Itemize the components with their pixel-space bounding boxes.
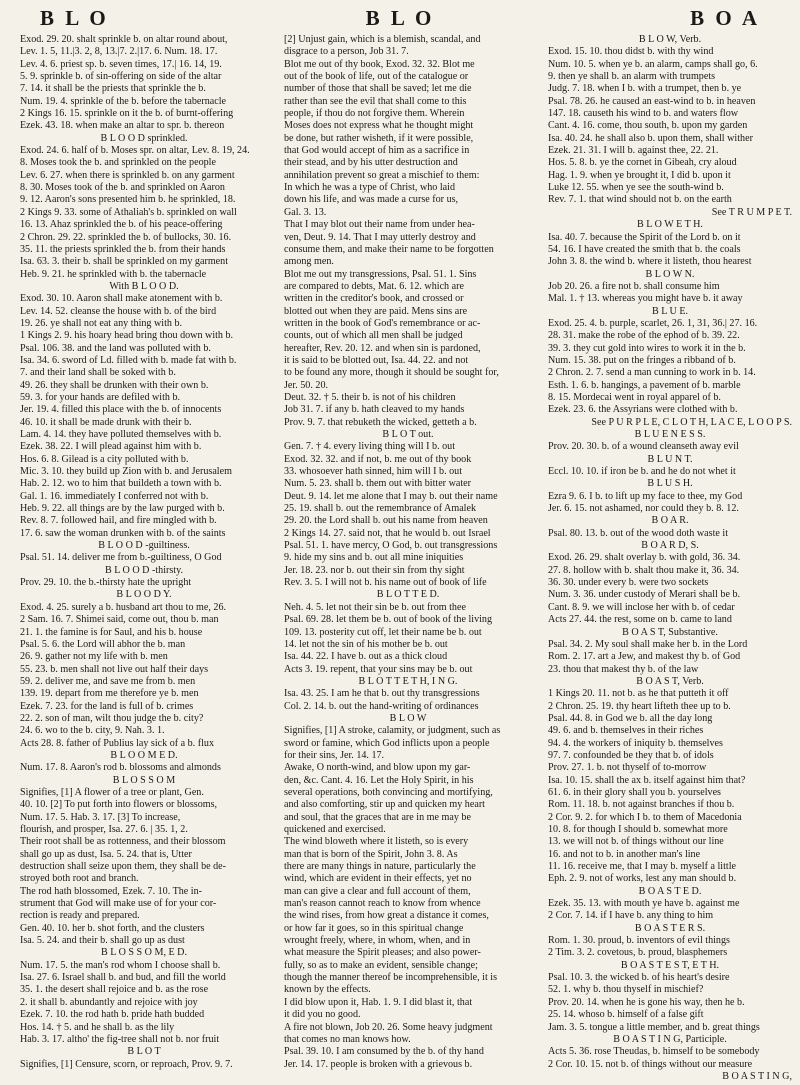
entry-line: ven, Deut. 9. 14. That I may utterly destroy and <box>284 231 476 243</box>
entry-line: Ezek. 43. 18. when make an altar to spr. b. thereon <box>20 120 225 132</box>
entry-heading: B L O T out. <box>382 429 434 440</box>
entry-line: 17. 6. saw the woman drunken with b. of the saints <box>20 527 226 539</box>
entry-heading: See P U R P L E, C L O T H, L A C E, L O O P S. <box>591 416 792 428</box>
entry-line: Rev. 7. 1. that wind should not b. on the earth <box>548 194 732 206</box>
entry-line: 36. 30. under every b. were two sockets <box>548 577 709 589</box>
entry-heading: B L O O D Y. <box>116 589 172 601</box>
entry-line: 39. 3. they cut gold into wires to work it in the b. <box>548 342 746 354</box>
entry-line: Jer. 6. 15. not ashamed, nor could they b. 8. 12. <box>548 503 739 515</box>
entry-line: Eccl. 10. 10. if iron be b. and he do not whet it <box>548 466 736 478</box>
entry-line: 35. 11. the priests sprinkled the b. from their hands <box>20 243 226 255</box>
entry-line: 13. we will not b. of things without our line <box>548 836 724 848</box>
entry-line: 54. 16. I have created the smith that b. the coals <box>548 243 741 255</box>
entry-line: Lev. 4. 6. priest sp. b. seven times, 17.| 16. 14, 19. <box>20 58 222 70</box>
entry-line: strument that God will make use of for your cor- <box>20 898 217 910</box>
entry-line: blotted out when they are paid. Mens sins are <box>284 305 468 317</box>
entry-line: Exod. 4. 25. surely a b. husband art thou to me, 26. <box>20 601 227 613</box>
entry-line: though the manner thereof be incomprehensible, it is <box>284 972 498 984</box>
entry-line: Their root shall be as rottenness, and their blossom <box>20 836 226 848</box>
entry-line: Mic. 3. 10. they build up Zion with b. and Jerusalem <box>20 466 232 478</box>
entry-line: Psal. 44. 8. in God we b. all the day long <box>548 712 713 724</box>
entry-line: 2 Cor. 7. 14. if I have b. any thing to him <box>548 910 714 922</box>
entry-line: Exod. 29. 20. shalt sprinkle b. on altar round about, <box>20 34 228 45</box>
entry-line: 10. 8. for though I should b. somewhat more <box>548 824 728 835</box>
entry-line: Rev. 3. 5. I will not b. his name out of book of life <box>284 577 487 589</box>
entry-line: Job 20. 26. a fire not b. shall consume him <box>548 280 720 292</box>
entry-line: Judg. 7. 18. when I b. with a trumpet, then b. ye <box>548 83 742 95</box>
entry-line: Ezek. 23. 6. the Assyrians were clothed with b. <box>548 404 738 416</box>
entry-line: Jer. 50. 20. <box>284 379 329 391</box>
entry-line: Psal. 106. 38. and the land was polluted with b. <box>20 342 211 354</box>
entry-line: 23. thou that makest thy b. of the law <box>548 663 699 675</box>
entry-line: The rod hath blossomed, Ezek. 7. 10. The in- <box>20 885 203 897</box>
entry-heading: B L O W <box>389 712 427 724</box>
entry-line: 5. 9. sprinkle b. of sin-offering on side of the altar <box>20 71 222 83</box>
entry-line: 8. 30. Moses took of the b. and sprinkled on Aaron <box>20 182 225 194</box>
entry-heading: B L O O D sprinkled. <box>100 132 188 144</box>
entry-line: that God would accept of him as a sacrifice in <box>284 145 470 157</box>
entry-line: 109. 13. posterity cut off, let their name be b. out <box>284 626 482 638</box>
entry-line: there are many things in nature, particularly the <box>284 861 476 873</box>
entry-line: 8. Moses took the b. and sprinkled on the people <box>20 157 216 169</box>
entry-heading: B O A S T, Substantive. <box>622 626 718 638</box>
entry-heading: B O A S T E D. <box>638 885 702 897</box>
entry-line: Ezek. 38. 22. I will plead against him with b. <box>20 441 202 453</box>
entry-line: among men. <box>284 256 334 268</box>
entry-line: written in the book of God's remembrance or ac- <box>284 317 481 329</box>
entry-line: Eph. 2. 9. not of works, lest any man should b. <box>548 873 737 885</box>
entry-line: The wind bloweth where it listeth, so is every <box>284 836 469 848</box>
entry-line: Num. 17. 8. Aaron's rod b. blossoms and almonds <box>20 762 221 774</box>
entry-line: 52. 1. why b. thou thyself in mischief? <box>548 984 704 996</box>
entry-line: shall go up as dust, Isa. 5. 24. that is, Utter <box>20 848 192 860</box>
entry-heading: With B L O O D. <box>109 280 179 292</box>
entry-line: Signifies, [1] A flower of a tree or plant, Gen. <box>20 786 204 798</box>
entry-line: people, if thou do not forgive them. Wherein <box>284 108 465 120</box>
entry-line: Gal. 1. 16. immediately I conferred not with b. <box>20 490 209 502</box>
entry-line: number of those that shall be saved; let me die <box>284 83 472 95</box>
entry-line: Hos. 6. 8. Gilead is a city polluted with b. <box>20 453 189 465</box>
entry-heading: B L O W, Verb. <box>638 34 702 45</box>
entry-line: 55. 23. b. men shall not live out half their days <box>20 663 209 675</box>
entry-line: Col. 2. 14. b. out the hand-writing of ordinances <box>284 700 479 712</box>
entry-heading: See T R U M P E T. <box>711 206 792 218</box>
entry-heading: B L O W N. <box>645 268 695 280</box>
entry-line: Awake, O north-wind, and blow upon my gar- <box>284 762 471 774</box>
header-right: B O A <box>690 6 760 30</box>
entry-line: Exod. 15. 10. thou didst b. with thy wind <box>548 46 714 58</box>
entry-line: it did you no good. <box>284 1009 361 1021</box>
entry-line: 1 Kings 2. 9. his hoary head bring thou down with b. <box>20 330 234 342</box>
entry-line: Isa. 40. 24. he shall also b. upon them, shall wither <box>548 132 753 144</box>
entry-line: man's reason cannot reach to know from whence <box>284 898 481 910</box>
entry-line: Prov. 27. 1. b. not thyself of to-morrow <box>548 762 707 774</box>
entry-heading: B L O O D -guiltiness. <box>98 540 190 552</box>
entry-line: 25. 14. whoso b. himself of a false gift <box>548 1009 704 1021</box>
entry-line: A fire not blown, Job 20. 26. Some heavy judgment <box>284 1021 493 1033</box>
entry-line: Cant. 4. 16. come, thou south, b. upon my garden <box>548 120 748 132</box>
entry-line: Hag. 1. 9. when ye brought it, I did b. upon it <box>548 169 731 181</box>
entry-line: Prov. 29. 10. the b.-thirsty hate the upright <box>20 577 192 589</box>
entry-line: Psal. 51. 1. have mercy, O God, b. out transgressions <box>284 540 498 552</box>
entry-line: 2 Sam. 16. 7. Shimei said, come out, thou b. man <box>20 614 219 626</box>
entry-line: disgrace to a person, Job 31. 7. <box>284 46 409 58</box>
entry-line: 139. 19. depart from me therefore ye b. men <box>20 688 199 700</box>
entry-line: Jer. 18. 23. nor b. out their sin from thy sight <box>284 564 465 576</box>
entry-line: 94. 4. the workers of iniquity b. themselves <box>548 737 723 749</box>
entry-line: Ezek. 7. 23. for the land is full of b. crimes <box>20 700 194 712</box>
header-left: B L O <box>40 6 109 30</box>
entry-line: Signifies, [1] A stroke, calamity, or judgment, such as <box>284 725 501 737</box>
entry-line: 16. 13. Ahaz sprinkled the b. of his peace-offering <box>20 219 223 231</box>
entry-heading: B L U N T. <box>647 453 693 465</box>
entry-line: Isa. 27. 6. Israel shall b. and bud, and fill the world <box>20 972 226 984</box>
entry-line: Psal. 69. 28. let them be b. out of book of the living <box>284 614 493 626</box>
entry-line: Rev. 8. 7. followed hail, and fire mingled with b. <box>20 515 217 527</box>
entry-line: Hos. 14. † 5. and he shall b. as the lily <box>20 1021 175 1033</box>
entry-line: Ezra 9. 6. I b. to lift up my face to thee, my God <box>548 490 743 502</box>
entry-heading: B L O S S O M, E D. <box>101 947 187 959</box>
entry-line: Exod. 32. 32. and if not, b. me out of thy book <box>284 453 472 465</box>
entry-line: and soul, that the graces that are in me may be <box>284 811 471 823</box>
entry-line: to be found any more, though it should be sought for, <box>284 367 499 379</box>
entry-line: Psal. 5. 6. the Lord will abhor the b. man <box>20 638 186 650</box>
entry-line: Gen. 40. 10. her b. shot forth, and the clusters <box>20 922 205 934</box>
entry-line: Num. 3. 36. under custody of Merari shall be b. <box>548 589 741 601</box>
entry-line: sword or famine, which God inflicts upon a people <box>284 737 490 749</box>
entry-line: Heb. 9. 22. all things are by the law purged with b. <box>20 503 225 515</box>
entry-line: Hab. 2. 12. wo to him that buildeth a town with b. <box>20 478 222 490</box>
entry-line: are compared to debts, Mat. 6. 12. which are <box>284 280 464 292</box>
entry-line: Gal. 3. 13. <box>284 206 327 218</box>
entry-line: Blot me out my transgressions, Psal. 51. 1. Sins <box>284 268 477 280</box>
entry-line: 26. 9. gather not my life with b. men <box>20 651 168 663</box>
column-right <box>548 34 792 1083</box>
entry-line: and also comforting, stir up and quicken my heart <box>284 799 485 811</box>
entry-line: 9. hide my sins and b. out all mine iniquities <box>284 552 464 564</box>
entry-line: 61. 6. in their glory shall you b. yourselves <box>548 786 721 798</box>
entry-line: several operations, both convincing and mortifying, <box>284 786 493 798</box>
entry-line: Ezek. 35. 13. with mouth ye have b. against me <box>548 898 740 910</box>
entry-line: rather than see the evil that shall come to this <box>284 95 467 107</box>
entry-line: 49. 26. they shall be drunken with their own b. <box>20 379 209 391</box>
entry-line: 147. 18. causeth his wind to b. and waters flow <box>548 108 739 120</box>
entry-line: Isa. 44. 22. I have b. out as a thick cloud <box>284 651 448 663</box>
entry-line: it is said to be blotted out, Isa. 44. 22. and not <box>284 354 469 366</box>
entry-line: 21. 1. the famine is for Saul, and his b. house <box>20 626 203 638</box>
entry-line: Acts 5. 36. rose Theudas, b. himself to be somebody <box>548 1046 760 1058</box>
entry-line: In which he was a type of Christ, who laid <box>284 182 455 194</box>
entry-line: Exod. 30. 10. Aaron shall make atonement with b. <box>20 293 223 305</box>
entry-line: Ezek. 7. 10. the rod hath b. pride hath budded <box>20 1009 205 1021</box>
entry-line: Psal. 78. 26. he caused an east-wind to b. in heaven <box>548 95 756 107</box>
entry-line: Isa. 10. 15. shall the ax b. itself against him that? <box>548 774 746 786</box>
entry-heading: B L O W E T H. <box>637 219 703 231</box>
entry-heading: B O A S T, Verb. <box>636 675 704 687</box>
entry-line: Psal. 51. 14. deliver me from b.-guiltiness, O God <box>20 552 222 564</box>
entry-line: Moses does not express what he thought might <box>284 120 474 132</box>
entry-line: Mal. 1. † 13. whereas you might have b. it away <box>548 293 743 305</box>
entry-line: Prov. 20. 30. b. of a wound cleanseth away evil <box>548 441 739 453</box>
entry-line: Isa. 63. 3. their b. shall be sprinkled on my garment <box>20 256 229 268</box>
entry-line: Heb. 9. 21. he sprinkled with b. the tabernacle <box>20 268 207 280</box>
entry-line: Exod. 25. 4. b. purple, scarlet, 26. 1, 31, 36.| 27. 16. <box>548 317 758 329</box>
entry-line: Acts 27. 44. the rest, some on b. came to land <box>548 614 732 626</box>
entry-line: Num. 17. 5. the man's rod whom I choose shall b. <box>20 959 221 971</box>
entry-line: Signifies, [1] Censure, scorn, or reproach, Prov. 9. 7. <box>20 1058 233 1070</box>
entry-line: Prov. 9. 7. that rebuketh the wicked, getteth a b. <box>284 416 477 428</box>
entry-line: Lev. 1. 5, 11.|3. 2, 8, 13.|7. 2.|17. 6. Num. 18. 17. <box>20 46 218 58</box>
entry-line: 14. let not the sin of his mother be b. out <box>284 638 448 650</box>
entry-line: Isa. 43. 25. I am he that b. out thy transgressions <box>284 688 480 700</box>
entry-line: Jer. 14. 17. people is broken with a grievous b. <box>284 1058 473 1070</box>
entry-line: known by the effects. <box>284 984 371 996</box>
entry-heading: B O A S T E R S. <box>634 922 706 934</box>
entry-line: for their sins, Jer. 14. 17. <box>284 749 385 761</box>
entry-line: Rom. 2. 17. art a Jew, and makest thy b. of God <box>548 651 741 663</box>
entry-line: destruction shall seize upon them, they shall be de- <box>20 861 227 873</box>
entry-line: Jer. 19. 4. filled this place with the b. of innocents <box>20 404 222 416</box>
entry-heading: B O A S T E S T, E T H. <box>620 959 720 971</box>
entry-line: 2 Cor. 9. 2. for which I b. to them of Macedonia <box>548 811 742 823</box>
entry-line: 2. it shall b. abundantly and rejoice with joy <box>20 996 198 1008</box>
entry-line: 2 Chron. 29. 22. sprinkled the b. of bullocks, 30. 16. <box>20 231 232 243</box>
entry-line: written in the creditor's book, and crossed or <box>284 293 464 305</box>
entry-line: 7. 14. it shall be the priests that sprinkle the b. <box>20 83 206 95</box>
entry-line: 8. 15. Mordecai went in royal apparel of b. <box>548 391 721 403</box>
header-center: B L O <box>365 6 435 30</box>
entry-line: flourish, and prosper, Isa. 27. 6. | 35. 1, 2. <box>20 824 188 835</box>
entry-heading: B L U S H. <box>647 478 693 490</box>
entry-heading: B L O T <box>127 1046 161 1058</box>
entry-line: Num. 5. 23. shall b. them out with bitter water <box>284 478 471 490</box>
entry-line: Isa. 5. 24. and their b. shall go up as dust <box>20 935 185 947</box>
entry-line: 46. 10. it shall be made drunk with their b. <box>20 416 192 428</box>
column-middle <box>284 34 532 1071</box>
entry-line: 16. and not to b. in another man's line <box>548 848 701 860</box>
entry-line: the wind rises, from how great a distance it comes, <box>284 910 489 922</box>
entry-line: wrought freely, where, in whom, when, and in <box>284 935 471 947</box>
entry-line: or how far it goes, so in this spiritual change <box>284 922 464 934</box>
entry-line: 9. 12. Aaron's sons presented him b. he sprinkled, 18. <box>20 194 236 206</box>
entry-line: Rom. 1. 30. proud, b. inventors of evil things <box>548 935 730 947</box>
entry-heading: B L U E N E S S. <box>634 429 706 440</box>
entry-line: 29. 20. the Lord shall b. out his name from heaven <box>284 515 488 527</box>
entry-line: That I may blot out their name from under hea- <box>284 219 475 231</box>
entry-line: their stead, and by his utter destruction and <box>284 157 458 169</box>
entry-line: Lev. 6. 27. when there is sprinkled b. on any garment <box>20 169 235 181</box>
entry-line: 2 Chron. 2. 7. send a man cunning to work in b. 14. <box>548 367 756 379</box>
entry-line: rection is ready and prepared. <box>20 910 140 922</box>
entry-line: 35. 1. the desert shall rejoice and b. as the rose <box>20 984 209 996</box>
entry-heading: B L O T T E D. <box>376 589 440 601</box>
entry-line: man that is born of the Spirit, John 3. 8. As <box>284 848 458 860</box>
entry-line: wind, which are evident in their effects, yet no <box>284 873 472 885</box>
entry-line: 7. and their land shall be soked with b. <box>20 367 176 379</box>
entry-line: Ezek. 21. 31. I will b. against thee, 22. 21. <box>548 145 719 157</box>
entry-line: down his life, and was made a curse for us, <box>284 194 459 206</box>
entry-line: [2] Unjust gain, which is a blemish, scandal, and <box>284 34 481 45</box>
entry-line: Jam. 3. 5. tongue a little member, and b. great things <box>548 1021 760 1033</box>
entry-line: 2 Tim. 3. 2. covetous, b. proud, blasphemers <box>548 947 728 959</box>
entry-line: 59. 2. deliver me, and save me from b. men <box>20 675 196 687</box>
entry-line: what measure the Spirit pleases; and also power- <box>284 947 481 959</box>
entry-line: 40. 10. [2] To put forth into flowers or blossoms, <box>20 799 218 811</box>
entry-line: 2 Kings 9. 33. some of Athaliah's b. sprinkled on wall <box>20 206 237 218</box>
entry-line: fully, so as to make an evident, sensible change; <box>284 959 478 971</box>
entry-line: Exod. 24. 6. half of b. Moses spr. on altar, Lev. 8. 19, 24. <box>20 145 250 157</box>
entry-line: Cant. 8. 9. we will inclose her with b. of cedar <box>548 601 735 613</box>
entry-line: Num. 10. 5. when ye b. an alarm, camps shall go, 6. <box>548 58 758 70</box>
entry-line: Num. 17. 5. Hab. 3. 17. [3] To increase, <box>20 811 181 823</box>
entry-line: 59. 3. for your hands are defiled with b. <box>20 391 181 403</box>
entry-line: Acts 3. 19. repent, that your sins may be b. out <box>284 663 473 675</box>
entry-line: 1 Kings 20. 11. not b. as he that putteth it off <box>548 688 729 700</box>
entry-line: Psal. 10. 3. the wicked b. of his heart's desire <box>548 972 730 984</box>
entry-line: 22. 2. son of man, wilt thou judge the b. city? <box>20 712 204 724</box>
column-left <box>20 34 268 1071</box>
entry-line: Isa. 34. 6. sword of Ld. filled with b. made fat with b. <box>20 354 237 366</box>
entry-heading: B O A S T I N G, <box>722 1070 792 1082</box>
entry-line: be done, but rather wisheth, if it were possible, <box>284 132 474 144</box>
entry-line: consume them, and make their name to be forgotten <box>284 243 494 255</box>
entry-line: Deut. 32. † 5. their b. is not of his children <box>284 391 456 403</box>
entry-line: Isa. 40. 7. because the Spirit of the Lord b. on it <box>548 231 741 243</box>
entry-line: Lev. 14. 52. cleanse the house with b. of the bird <box>20 305 217 317</box>
entry-line: Hab. 3. 17. altho' the fig-tree shall not b. nor fruit <box>20 1033 220 1045</box>
entry-line: 49. 6. and b. themselves in their riches <box>548 725 704 737</box>
entry-line: Hos. 5. 8. b. ye the cornet in Gibeah, cry aloud <box>548 157 737 169</box>
entry-line: Psal. 39. 10. I am consumed by the b. of thy hand <box>284 1046 484 1058</box>
entry-line: Rom. 11. 18. b. not against branches if thou b. <box>548 799 735 811</box>
entry-line: John 3. 8. the wind b. where it listeth, thou hearest <box>548 256 752 268</box>
entry-line: out of the book of life, out of the catalogue or <box>284 71 469 83</box>
entry-line: Neh. 4. 5. let not their sin be b. out from thee <box>284 601 466 613</box>
entry-line: 2 Cor. 10. 15. not b. of things without our measure <box>548 1058 753 1070</box>
entry-line: Esth. 1. 6. b. hangings, a pavement of b. marble <box>548 379 741 391</box>
entry-line: Exod. 26. 29. shalt overlay b. with gold, 36. 34. <box>548 552 741 564</box>
entry-line: Lam. 4. 14. they have polluted themselves with b. <box>20 429 222 440</box>
entry-line: 97. 7. confounded be they that b. of idols <box>548 749 714 761</box>
entry-line: Num. 15. 38. put on the fringes a ribband of b. <box>548 354 736 366</box>
entry-line: 24. 6. wo to the b. city, 9. Nah. 3. 1. <box>20 725 165 737</box>
entry-line: 27. 8. hollow with b. shalt thou make it, 36. 34. <box>548 564 740 576</box>
entry-line: Num. 19. 4. sprinkle of the b. before the tabernacle <box>20 95 227 107</box>
entry-line: 33. whosoever hath sinned, him will I b. out <box>284 466 463 478</box>
entry-line: 25. 19. shall b. out the remembrance of Amalek <box>284 503 477 515</box>
entry-heading: B L O O M E D. <box>110 749 178 761</box>
entry-line: Gen. 7. † 4. every living thing will I b. out <box>284 441 456 453</box>
entry-line: Acts 28. 8. father of Publius lay sick of a b. flux <box>20 737 214 749</box>
entry-line: Prov. 20. 14. when he is gone his way, then he b. <box>548 996 745 1008</box>
entry-line: 28. 31. make the robe of the ephod of b. 39. 22. <box>548 330 740 342</box>
entry-line: Psal. 80. 13. b. out of the wood doth waste it <box>548 527 728 539</box>
entry-line: quickened and exercised. <box>284 824 386 835</box>
entry-line: 2 Chron. 25. 19. thy heart lifteth thee up to b. <box>548 700 731 712</box>
entry-line: 11. 16. receive me, that I may b. myself a little <box>548 861 736 873</box>
entry-line: annihilation prevent so great a mischief to them: <box>284 169 480 181</box>
entry-line: Blot me out of thy book, Exod. 32. 32. Blot me <box>284 58 475 70</box>
entry-heading: B L O T T E T H, I N G. <box>358 675 458 687</box>
entry-heading: B O A R. <box>651 515 689 527</box>
entry-line: hereafter, Rev. 20. 12. and when sin is pardoned, <box>284 342 481 354</box>
running-header <box>0 2 800 32</box>
entry-heading: B L O S S O M <box>112 774 176 786</box>
entry-heading: B O A R D, S. <box>641 540 699 552</box>
entry-heading: B L O O D -thirsty. <box>104 564 184 576</box>
entry-line: 2 Kings 16. 15. sprinkle on it the b. of burnt-offering <box>20 108 234 120</box>
entry-heading: B O A S T I N G, Participle. <box>613 1033 727 1045</box>
entry-line: 19. 26. ye shall not eat any thing with b. <box>20 317 183 329</box>
entry-heading: B L U E. <box>651 305 689 317</box>
entry-line: Job 31. 7. if any b. hath cleaved to my hands <box>284 404 465 416</box>
entry-line: 9. then ye shall b. an alarm with trumpets <box>548 71 716 83</box>
entry-line: 2 Kings 14. 27. said not, that he would b. out Israel <box>284 527 491 539</box>
entry-line: that comes no man knows how. <box>284 1033 411 1045</box>
entry-line: Deut. 9. 14. let me alone that I may b. out their name <box>284 490 498 502</box>
entry-line: I did blow upon it, Hab. 1. 9. I did blast it, that <box>284 996 473 1008</box>
entry-line: Psal. 34. 2. My soul shall make her b. in the Lord <box>548 638 748 650</box>
entry-line: man can give a clear and full account of them, <box>284 885 471 897</box>
entry-line: counts, out of which all men shall be judged <box>284 330 463 342</box>
entry-line: stroyed both root and branch. <box>20 873 139 885</box>
entry-line: Luke 12. 55. when ye see the south-wind b. <box>548 182 724 194</box>
entry-line: den, &c. Cant. 4. 16. Let the Holy Spirit, in his <box>284 774 474 786</box>
